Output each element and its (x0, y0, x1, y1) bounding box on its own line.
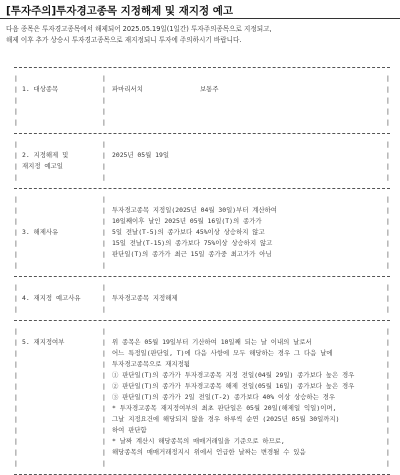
table-border-right: | (386, 140, 390, 148)
intro-line-2: 해제 이후 추가 상승시 투자경고종목으로 재지정되니 투자에 주의하시기 바랍니다. (6, 36, 242, 44)
row-value: 보통주 (200, 85, 219, 93)
table-border-left: | (14, 261, 18, 269)
table-border-left: | (14, 107, 18, 115)
table-column-separator: | (102, 195, 106, 203)
table-border-right: | (386, 107, 390, 115)
table-border-left: | (14, 206, 18, 214)
row-value: 해당종목의 매매거래정지시 위에서 언급한 날짜는 변경될 수 있음 (112, 448, 306, 456)
table-border-left: | (14, 382, 18, 390)
table-column-separator: | (102, 349, 106, 357)
table-border-left: | (14, 118, 18, 126)
table-border-left: | (14, 448, 18, 456)
table-column-separator: | (102, 206, 106, 214)
table-border-left: | (14, 338, 18, 346)
table-column-separator: | (102, 459, 106, 467)
table-column-separator: | (102, 415, 106, 423)
table-column-separator: | (102, 162, 106, 170)
table-column-separator: | (102, 338, 106, 346)
table-border-right: | (386, 173, 390, 181)
row-value: 5일 전날(T-5)의 종가보다 45%이상 상승하지 않고 (112, 228, 265, 236)
row-value: 파마리서치 (112, 85, 143, 93)
table-border-left: | (14, 228, 18, 236)
table-border-right: | (386, 404, 390, 412)
table-border-left: | (14, 371, 18, 379)
table-border-left: | (14, 393, 18, 401)
table-border-right: | (386, 459, 390, 467)
table-border-left: | (14, 151, 18, 159)
row-value: 투자경고종목 지정해제 (112, 294, 178, 302)
table-border-left: | (14, 360, 18, 368)
table-border-right: | (386, 250, 390, 258)
row-value: 그날 지정요건에 해당되지 않을 경우 하루씩 순연 (2025년 05월 30일까지) (112, 415, 340, 423)
table-column-separator: | (102, 305, 106, 313)
row-value: 하여 판단함 (112, 426, 147, 434)
table-column-separator: | (102, 217, 106, 225)
notice-table (14, 60, 390, 467)
table-column-separator: | (102, 294, 106, 302)
table-border-left: | (14, 74, 18, 82)
table-border-right: | (386, 294, 390, 302)
table-column-separator: | (102, 96, 106, 104)
table-column-separator: | (102, 426, 106, 434)
table-column-separator: | (102, 393, 106, 401)
table-border-right: | (386, 261, 390, 269)
table-border-left: | (14, 305, 18, 313)
table-border-right: | (386, 426, 390, 434)
table-border-left: | (14, 217, 18, 225)
row-label: 5. 재지정여부 (22, 338, 65, 346)
row-divider (14, 276, 390, 277)
row-value: 위 종목은 05월 19일부터 기산하여 10일째 되는 날 이내의 날로서 (112, 338, 312, 346)
table-border-right: | (386, 382, 390, 390)
table-border-right: | (386, 283, 390, 291)
table-border-right: | (386, 393, 390, 401)
table-column-separator: | (102, 371, 106, 379)
table-border-left: | (14, 195, 18, 203)
table-border-right: | (386, 195, 390, 203)
table-border-right: | (386, 415, 390, 423)
table-border-right: | (386, 228, 390, 236)
row-value: 투자경고종목 지정일(2025년 04월 30일)부터 계산하여 (112, 206, 277, 214)
table-border-right: | (386, 371, 390, 379)
table-column-separator: | (102, 239, 106, 247)
row-value: * 날짜 계산시 해당종목의 매매거래일을 기준으로 하므로, (112, 437, 285, 445)
table-border-right: | (386, 349, 390, 357)
table-column-separator: | (102, 404, 106, 412)
table-border-right: | (386, 151, 390, 159)
table-border-left: | (14, 96, 18, 104)
table-column-separator: | (102, 85, 106, 93)
table-border-left: | (14, 327, 18, 335)
table-column-separator: | (102, 250, 106, 258)
intro-text (6, 24, 396, 46)
row-value: * 투자경고종목 재지정여부의 최초 판단일은 05월 20일(해제일 익일)이며, (112, 404, 337, 412)
table-border-right: | (386, 118, 390, 126)
table-border-left: | (14, 173, 18, 181)
title-divider (0, 18, 400, 19)
table-column-separator: | (102, 382, 106, 390)
table-border-left: | (14, 162, 18, 170)
table-border-left: | (14, 415, 18, 423)
table-border-left: | (14, 283, 18, 291)
table-border-left: | (14, 349, 18, 357)
table-border-right: | (386, 206, 390, 214)
row-label: 1. 대상종목 (22, 85, 59, 93)
table-column-separator: | (102, 151, 106, 159)
page-title: [투자주의]투자경고종목 지정해제 및 재지정 예고 (6, 5, 234, 17)
table-border-left: | (14, 426, 18, 434)
table-border-left: | (14, 85, 18, 93)
intro-line-1: 다음 종목은 투자경고종목에서 해제되어 2025.05.19일(1일간) 투자주의종목으로 지정되고, (6, 25, 272, 33)
row-label: 4. 재지정 예고사유 (22, 294, 81, 302)
table-top-border (14, 67, 390, 68)
row-divider (14, 133, 390, 134)
row-label: 2. 지정해제 및 (22, 151, 69, 159)
table-border-left: | (14, 239, 18, 247)
row-label: 3. 해제사유 (22, 228, 59, 236)
table-border-right: | (386, 162, 390, 170)
table-border-left: | (14, 250, 18, 258)
table-border-right: | (386, 96, 390, 104)
row-value: ② 판단일(T)의 종가가 투자경고종목 해제 전일(05월 16일) 종가보다 높은 경우 (112, 382, 355, 390)
row-value: 2025년 05월 19일 (112, 151, 169, 159)
table-border-left: | (14, 459, 18, 467)
table-column-separator: | (102, 74, 106, 82)
row-value: ③ 판단일(T)의 종가가 2일 전일(T-2) 종가보다 40% 이상 상승하는 경우 (112, 393, 336, 401)
table-column-separator: | (102, 283, 106, 291)
table-column-separator: | (102, 140, 106, 148)
table-border-right: | (386, 305, 390, 313)
table-column-separator: | (102, 437, 106, 445)
table-border-right: | (386, 360, 390, 368)
table-border-right: | (386, 437, 390, 445)
table-column-separator: | (102, 327, 106, 335)
table-border-right: | (386, 239, 390, 247)
table-column-separator: | (102, 360, 106, 368)
row-value: ① 판단일(T)의 종가가 투자경고종목 지정 전일(04월 29일) 종가보다 높은 경우 (112, 371, 355, 379)
table-border-right: | (386, 85, 390, 93)
table-border-left: | (14, 404, 18, 412)
table-column-separator: | (102, 173, 106, 181)
row-value: 투자경고종목으로 재지정됨 (112, 360, 190, 368)
row-value: 판단일(T)의 종가가 최근 15일 종가중 최고가가 아님 (112, 250, 272, 258)
row-value: 어느 특정일(판단일, T)에 다음 사항에 모두 해당하는 경우 그 다음 날에 (112, 349, 333, 357)
table-border-right: | (386, 74, 390, 82)
table-border-left: | (14, 140, 18, 148)
table-column-separator: | (102, 118, 106, 126)
table-column-separator: | (102, 107, 106, 115)
table-column-separator: | (102, 261, 106, 269)
table-border-right: | (386, 338, 390, 346)
row-divider (14, 320, 390, 321)
row-label: 재지정 예고일 (22, 162, 63, 170)
row-value: 10일째이후 날인 2025년 05월 16일(T)의 종가가 (112, 217, 262, 225)
table-border-left: | (14, 294, 18, 302)
table-column-separator: | (102, 228, 106, 236)
table-column-separator: | (102, 448, 106, 456)
table-border-right: | (386, 327, 390, 335)
row-divider (14, 188, 390, 189)
table-border-right: | (386, 448, 390, 456)
table-border-right: | (386, 217, 390, 225)
row-value: 15일 전날(T-15)의 종가보다 75%이상 상승하지 않고 (112, 239, 273, 247)
table-border-left: | (14, 437, 18, 445)
